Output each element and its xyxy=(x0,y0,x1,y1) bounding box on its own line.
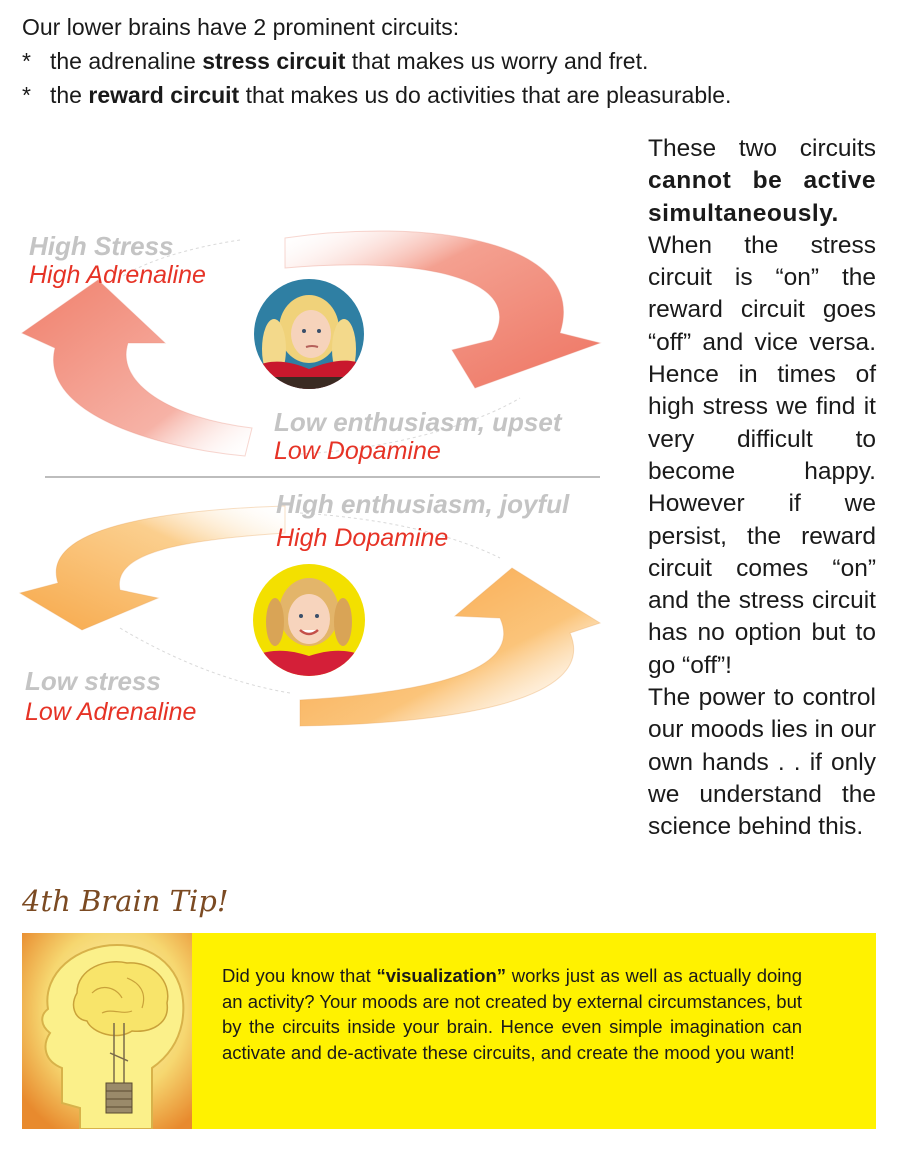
bullet-reward xyxy=(22,78,882,112)
tip-box xyxy=(22,933,876,1129)
side-paragraph-1 xyxy=(648,133,876,682)
label-low-adrenaline: Low Adrenaline xyxy=(25,698,197,726)
bullet-marker: * xyxy=(22,48,31,74)
tip-text-bold: “visualization” xyxy=(376,965,506,986)
bullet1-post: that makes us worry and fret. xyxy=(345,48,649,74)
side-p1-pre: These two circuits xyxy=(648,135,876,162)
circuit-diagram xyxy=(0,128,630,748)
bullet-text xyxy=(50,78,731,112)
intro xyxy=(22,10,882,112)
bullet2-pre: the xyxy=(50,82,89,108)
bullet-stress xyxy=(22,44,882,78)
label-low-stress: Low stress xyxy=(25,666,161,696)
happy-girl-portrait xyxy=(253,564,365,676)
label-high-dopamine: High Dopamine xyxy=(276,524,449,552)
tip-title: 4th Brain Tip! xyxy=(22,884,229,918)
tip-text-pre: Did you know that xyxy=(222,965,377,986)
label-high-stress: High Stress xyxy=(29,231,174,261)
tip-text-post: works just as well as actually doing an activity? Your moods are not created by external circumstances, but by the circuits inside your brain. Hence even simple imagination can activate and de-activate these circuits, and create the mood you want! xyxy=(222,965,802,1063)
bullet2-post: that makes us do activities that are pleasurable. xyxy=(239,82,732,108)
brain-bulb-illustration xyxy=(22,933,192,1129)
bullet2-bold: reward circuit xyxy=(88,82,240,108)
tip-text xyxy=(222,963,802,1065)
side-explanation xyxy=(648,133,876,844)
bullet1-bold: stress circuit xyxy=(202,48,346,74)
upset-girl-portrait xyxy=(254,279,364,389)
bullet-marker: * xyxy=(22,82,31,108)
stress-arrow-left xyxy=(22,280,252,456)
label-low-enthusiasm: Low enthusiasm, upset xyxy=(274,407,562,437)
intro-line: Our lower brains have 2 prominent circuits: xyxy=(22,14,460,40)
bulb-base xyxy=(106,1083,132,1113)
reward-arrow-left xyxy=(20,506,285,630)
side-p1-post: When the stress circuit is “on” the reward circuit goes “off” and vice versa. Hence in times of high stress we find it very difficult to become happy. However if we persist, the reward circuit comes “on” and the stress circuit has no option but to go “off”! xyxy=(648,231,876,679)
side-paragraph-2: The power to control our moods lies in our own hands . . if only we understand the science behind this. xyxy=(648,684,876,841)
label-low-dopamine: Low Dopamine xyxy=(274,437,441,465)
bullet1-pre: the adrenaline xyxy=(50,48,203,74)
bullet-text xyxy=(50,44,648,78)
label-high-enthusiasm: High enthusiasm, joyful xyxy=(276,489,570,519)
side-p1-bold: cannot be active simultaneously. xyxy=(648,167,876,227)
label-high-adrenaline: High Adrenaline xyxy=(29,261,206,289)
